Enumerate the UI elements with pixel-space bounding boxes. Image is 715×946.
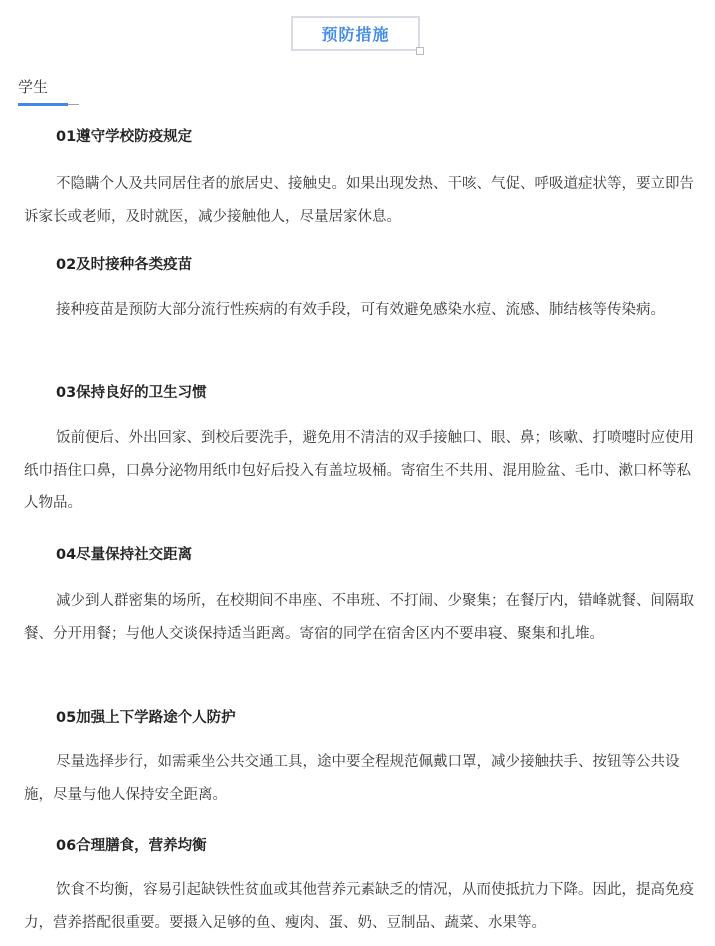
title-box bbox=[291, 16, 420, 51]
item-heading-02: 02及时接种各类疫苗 bbox=[56, 257, 193, 273]
section-underline-accent bbox=[18, 103, 68, 106]
section-underline bbox=[18, 103, 79, 106]
page-title: 预防措施 bbox=[321, 25, 390, 44]
title-corner-decoration bbox=[416, 47, 424, 55]
item-heading-03: 03保持良好的卫生习惯 bbox=[56, 385, 207, 401]
item-heading-05: 05加强上下学路途个人防护 bbox=[56, 710, 236, 726]
item-body-04: 减少到人群密集的场所，在校期间不串座、不串班、不打闹、少聚集；在餐厅内，错峰就餐、间隔取餐、分开用餐；与他人交谈保持适当距离。寄宿的同学在宿舍区内不要串寝、聚集和扎堆。 bbox=[24, 593, 694, 642]
item-body-01: 不隐瞒个人及共同居住者的旅居史、接触史。如果出现发热、干咳、气促、呼吸道症状等，要立即告诉家长或老师，及时就医，减少接触他人，尽量居家休息。 bbox=[24, 176, 694, 225]
item-heading-04: 04尽量保持社交距离 bbox=[56, 547, 193, 563]
item-body-02: 接种疫苗是预防大部分流行性疾病的有效手段，可有效避免感染水痘、流感、肺结核等传染病。 bbox=[56, 302, 665, 318]
section-label: 学生 bbox=[18, 78, 49, 96]
item-body-06: 饮食不均衡，容易引起缺铁性贫血或其他营养元素缺乏的情况，从而使抵抗力下降。因此，提高免疫力，营养搭配很重要。要摄入足够的鱼、瘦肉、蛋、奶、豆制品、蔬菜、水果等。 bbox=[24, 882, 694, 931]
item-body-05: 尽量选择步行，如需乘坐公共交通工具，途中要全程规范佩戴口罩，减少接触扶手、按钮等公共设施，尽量与他人保持安全距离。 bbox=[24, 754, 680, 803]
item-heading-06: 06合理膳食，营养均衡 bbox=[56, 838, 207, 854]
item-body-03: 饭前便后、外出回家、到校后要洗手，避免用不清洁的双手接触口、眼、鼻；咳嗽、打喷嚏时应使用纸巾捂住口鼻，口鼻分泌物用纸巾包好后投入有盖垃圾桶。寄宿生不共用、混用脸盆、毛巾、漱口杯等私人物品。 bbox=[24, 430, 694, 511]
section-underline-tail bbox=[68, 104, 79, 105]
item-heading-01: 01遵守学校防疫规定 bbox=[56, 129, 193, 145]
